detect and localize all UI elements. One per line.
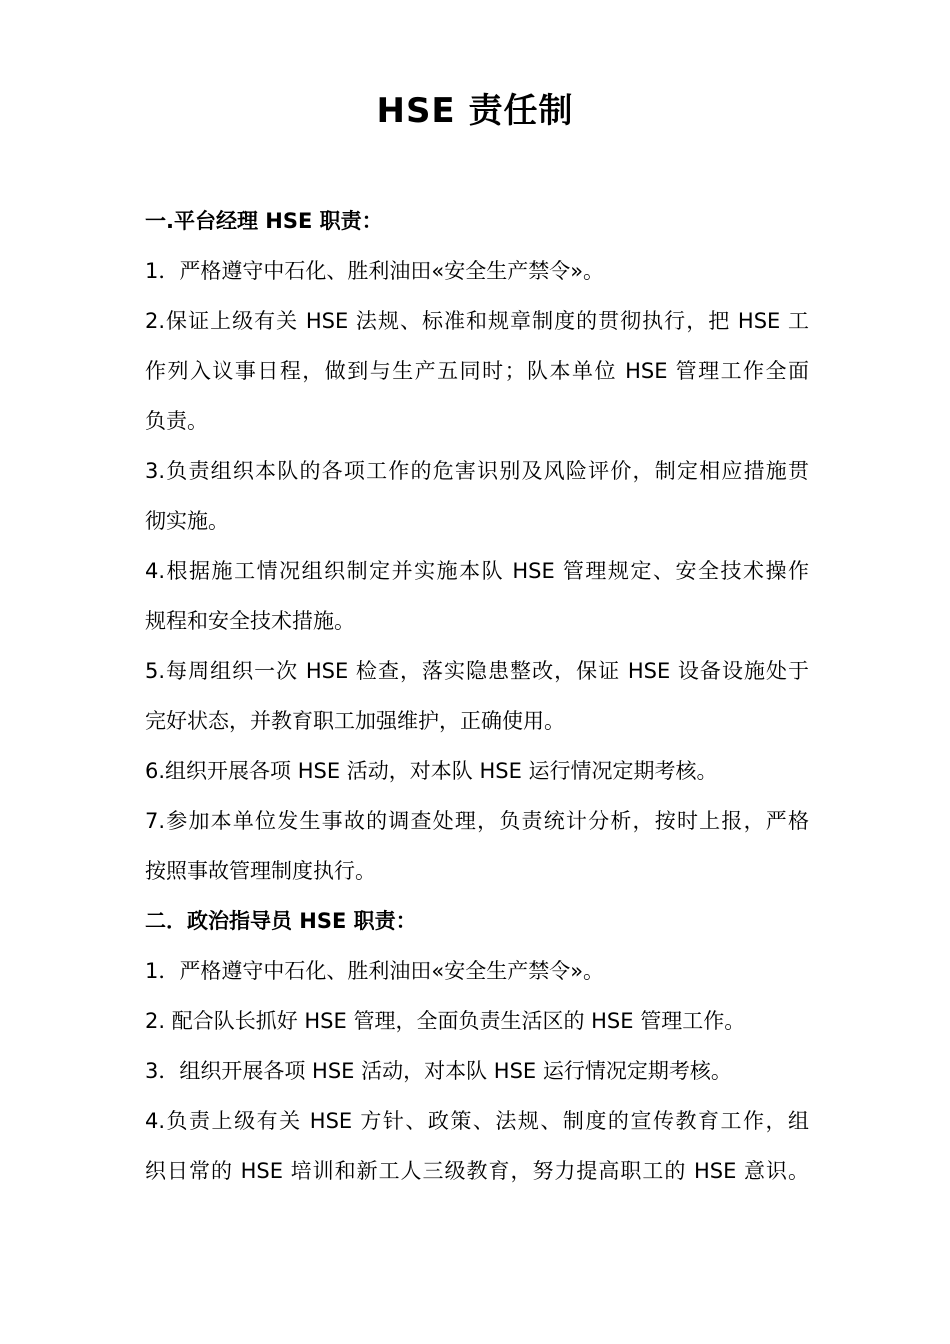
body-line: 3．组织开展各项 HSE 活动，对本队 HSE 运行情况定期考核。	[145, 1059, 732, 1083]
body-line: 5.每周组织一次 HSE 检查，落实隐患整改，保证 HSE 设备设施处于	[145, 659, 809, 683]
body-line: 织日常的 HSE 培训和新工人三级教育，努力提高职工的 HSE 意识。	[145, 1159, 809, 1183]
body-line: 6.组织开展各项 HSE 活动，对本队 HSE 运行情况定期考核。	[145, 759, 718, 783]
body-line: 负责。	[145, 409, 208, 433]
body-line: 2.保证上级有关 HSE 法规、标准和规章制度的贯彻执行，把 HSE 工	[145, 309, 809, 333]
body-line: 2. 配合队长抓好 HSE 管理，全面负责生活区的 HSE 管理工作。	[145, 1009, 746, 1033]
section-heading-1: 一.平台经理 HSE 职责：	[145, 209, 383, 233]
body-line: 作列入议事日程，做到与生产五同时；队本单位 HSE 管理工作全面	[145, 359, 809, 383]
body-line: 7.参加本单位发生事故的调查处理，负责统计分析，按时上报，严格	[145, 809, 809, 833]
section-heading-2: 二．政治指导员 HSE 职责：	[145, 909, 417, 933]
body-line: 彻实施。	[145, 509, 229, 533]
body-line: 3.负责组织本队的各项工作的危害识别及风险评价，制定相应措施贯	[145, 459, 809, 483]
body-line: 4.负责上级有关 HSE 方针、政策、法规、制度的宣传教育工作，组	[145, 1109, 809, 1133]
document-title: HSE 责任制	[376, 91, 574, 131]
body-line: 4.根据施工情况组织制定并实施本队 HSE 管理规定、安全技术操作	[145, 559, 809, 583]
body-line: 完好状态，并教育职工加强维护，正确使用。	[145, 709, 565, 733]
body-line: 规程和安全技术措施。	[145, 609, 355, 633]
body-line: 1．严格遵守中石化、胜利油田«安全生产禁令»。	[145, 259, 605, 283]
body-line: 1．严格遵守中石化、胜利油田«安全生产禁令»。	[145, 959, 605, 983]
document-body	[145, 196, 809, 1196]
body-line: 按照事故管理制度执行。	[145, 859, 376, 883]
